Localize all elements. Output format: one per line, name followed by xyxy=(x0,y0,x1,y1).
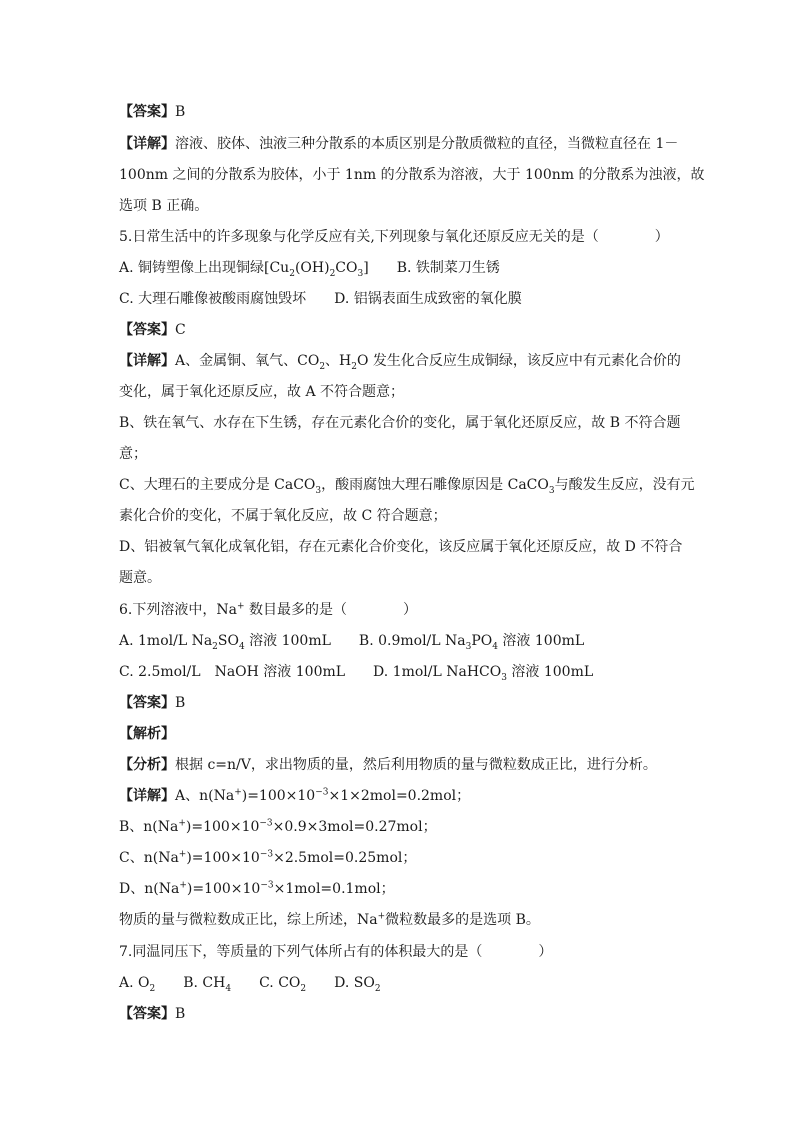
analysis-line: 【分析】根据 c=n/V，求出物质的量，然后利用物质的量与微粒数成正比，进行分析。 xyxy=(119,757,657,773)
option-line: C. 大理石雕像被酸雨腐蚀毁坏 D. 铝锅表面生成致密的氧化膜 xyxy=(119,291,522,307)
explanation-line: 物质的量与微粒数成正比，综上所述，Na+微粒数最多的是选项 B。 xyxy=(119,911,540,928)
explanation-line: D、铝被氧气氧化成氧化铝，存在元素化合价变化，该反应属于氧化还原反应，故 D 不符合 xyxy=(119,539,683,555)
question-line: 6.下列溶液中，Na+ 数目最多的是（ ） xyxy=(119,601,417,618)
answer-line: 【答案】B xyxy=(119,104,186,120)
explanation-line: 【详解】溶液、胶体、浊液三种分散系的本质区别是分散质微粒的直径，当微粒直径在 1－ xyxy=(119,136,679,152)
explanation-line: D、$n(Na^+)=100\times 10^{-3}\times 1mol=0.1mol$； xyxy=(119,880,395,897)
explanation-line: C、大理石的主要成分是 CaCO$_3$，酸雨腐蚀大理石雕像原因是 CaCO$_3$与酸发生反应，没有元 xyxy=(119,477,695,496)
explanation-line: B、$n(Na^+)=100\times 10^{-3}\times 0.9\times 3mol=0.27mol$； xyxy=(119,818,437,835)
explanation-line: 【详解】A、$n(Na^+)=100\times 10^{-3}\times 1\times 2mol=0.2mol$； xyxy=(119,787,471,804)
question-line: 5.日常生活中的许多现象与化学反应有关,下列现象与氧化还原反应无关的是（ ） xyxy=(119,229,669,245)
explanation-line: 意； xyxy=(119,446,147,462)
answer-line: 【答案】B xyxy=(119,1006,186,1022)
explanation-line: 100nm 之间的分散系为胶体，小于 1nm 的分散系为溶液，大于 100nm 的分散系为浊液，故 xyxy=(119,167,705,183)
analysis-heading: 【解析】 xyxy=(119,726,175,742)
option-line: C. 2.5mol/L NaOH 溶液 100mL D. 1mol/L NaHCO$_3$ 溶液 100mL xyxy=(119,664,594,683)
answer-line: 【答案】C xyxy=(119,322,186,338)
explanation-line: 选项 B 正确。 xyxy=(119,198,209,214)
explanation-line: 素化合价的变化，不属于氧化反应，故 C 符合题意； xyxy=(119,508,447,524)
option-line: A. 铜铸塑像上出现铜绿$[Cu_2(OH)_2CO_3]$ B. 铁制菜刀生锈 xyxy=(119,260,500,279)
question-line: 7.同温同压下，等质量的下列气体所占有的体积最大的是（ ） xyxy=(119,944,553,960)
option-line: A. 1mol/L $Na_2SO_4$ 溶液 100mL B. 0.9mol/L $Na_3PO_4$ 溶液 100mL xyxy=(119,633,585,652)
explanation-line: C、$n(Na^+)=100\times 10^{-3}\times 2.5mol=0.25mol$； xyxy=(119,849,417,866)
option-line: A. $O_2$ B. $CH_4$ C. $CO_2$ D. $SO_2$ xyxy=(119,975,381,994)
explanation-line: B、铁在氧气、水存在下生锈，存在元素化合价的变化，属于氧化还原反应，故 B 不符合题 xyxy=(119,415,681,431)
explanation-line: 变化，属于氧化还原反应，故 A 不符合题意； xyxy=(119,384,405,400)
answer-line: 【答案】B xyxy=(119,695,186,711)
explanation-line: 【详解】A、金属铜、氧气、$CO_2$、$H_2O$ 发生化合反应生成铜绿，该反应中有元素化合价的 xyxy=(119,353,681,372)
explanation-line: 题意。 xyxy=(119,570,161,586)
